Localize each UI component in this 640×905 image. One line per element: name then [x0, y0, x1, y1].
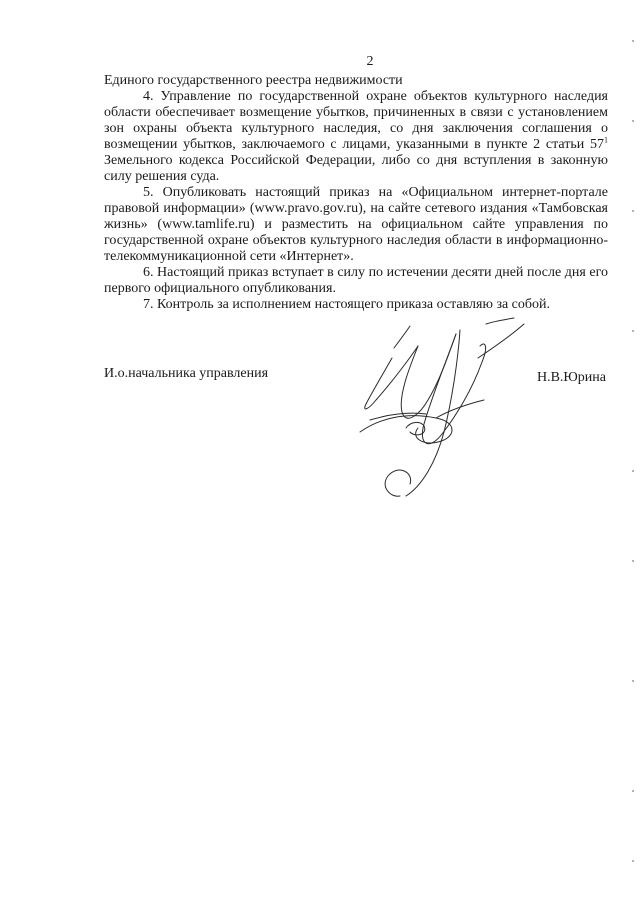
paragraph-4-superscript: 1	[604, 135, 608, 145]
paragraph-4-tail: Земельного кодекса Российской Федерации, либо со дня вступления в законную силу решения суда.	[104, 153, 608, 184]
paragraph-4	[104, 89, 608, 185]
document-body	[104, 73, 608, 313]
scan-edge	[632, 0, 634, 905]
signatory-name: Н.В.Юрина	[536, 370, 606, 385]
paragraph-7: 7. Контроль за исполнением настоящего приказа оставляю за собой.	[143, 297, 551, 312]
paragraph-continuation: Единого государственного реестра недвижимости	[104, 73, 403, 88]
handwritten-signature	[340, 300, 570, 500]
paragraph-6: 6. Настоящий приказ вступает в силу по истечении десяти дней после дня его первого официального опубликования.	[104, 265, 608, 296]
signatory-position: И.о.начальника управления	[104, 366, 269, 381]
paragraph-4-text: 4. Управление по государственной охране объектов культурного наследия области обеспечивает возмещение убытков, причиненных в связи с установлением зон охраны объекта культурного наследия, со дня заключения соглашения о возмещении убытков, заключаемого с лицами, указанными в пункте 2 статьи 57	[104, 89, 608, 152]
page-number: 2	[366, 54, 374, 69]
paragraph-5: 5. Опубликовать настоящий приказ на «Официальном интернет-портале правовой информации» (www.pravo.gov.ru), на сайте сетевого издания «Тамбовская жизнь» (www.tamlife.ru) и разместить на официальном сайте управления по государственной охране объектов культурного наследия области в информационно-телекоммуникационной сети «Интернет».	[104, 185, 608, 264]
